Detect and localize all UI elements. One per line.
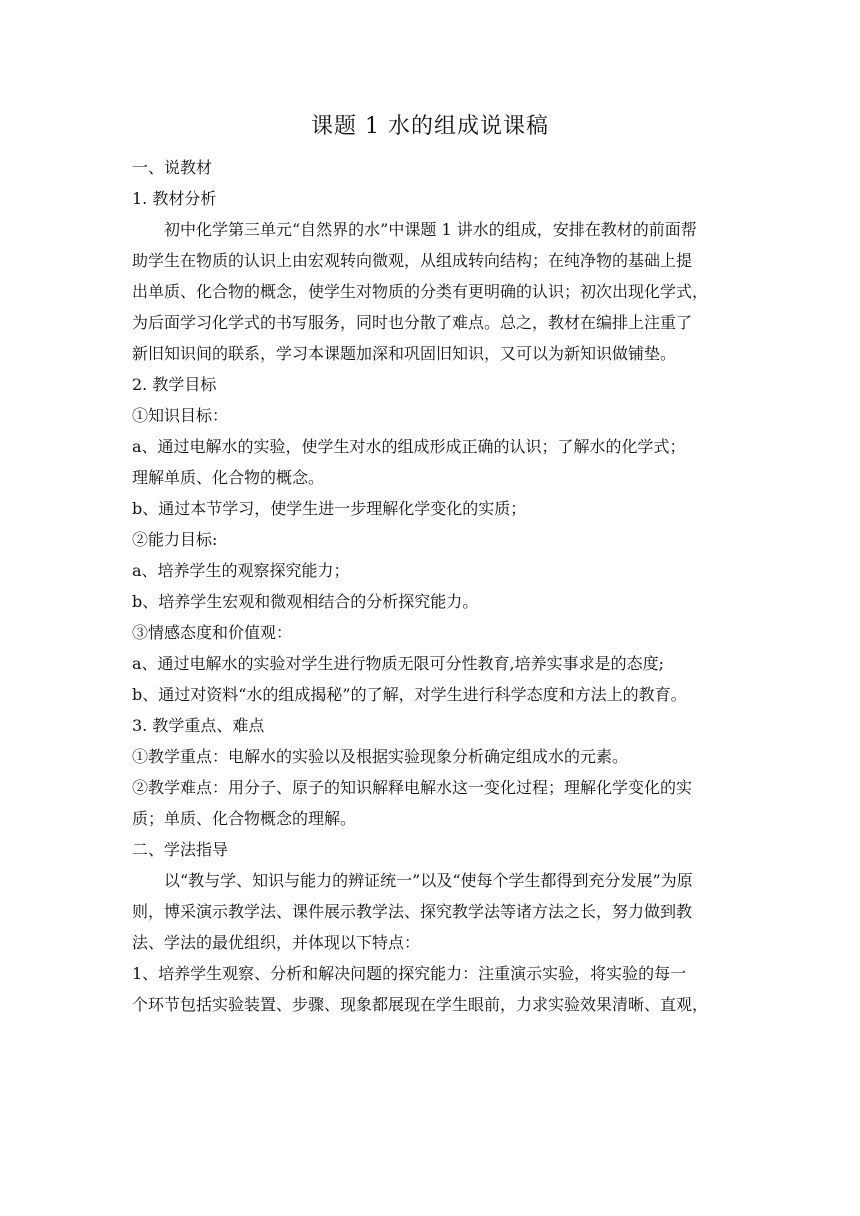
goal-heading: ①知识目标： <box>132 406 229 425</box>
paragraph-line: 助学生在物质的认识上由宏观转向微观，从组成转向结构；在纯净物的基础上提 <box>132 251 693 270</box>
goal-item: b、通过对资料“水的组成揭秘”的了解，对学生进行科学态度和方法上的教育。 <box>132 685 687 704</box>
goal-heading: ③情感态度和价值观： <box>132 623 293 642</box>
key-point: 质；单质、化合物概念的理解。 <box>132 809 357 828</box>
goal-item: 理解单质、化合物的概念。 <box>132 468 325 487</box>
goal-item: a、通过电解水的实验，使学生对水的组成形成正确的认识；了解水的化学式； <box>132 437 686 456</box>
subsection-heading: 3. 教学重点、难点 <box>132 716 265 735</box>
key-point: ②教学难点：用分子、原子的知识解释电解水这一变化过程；理解化学变化的实 <box>132 778 693 797</box>
goal-item: a、通过电解水的实验对学生进行物质无限可分性教育,培养实事求是的态度; <box>132 654 665 673</box>
key-point: ①教学重点：电解水的实验以及根据实验现象分析确定组成水的元素。 <box>132 747 629 766</box>
paragraph-line: 法、学法的最优组织，并体现以下特点： <box>132 933 421 952</box>
paragraph-line: 初中化学第三单元“自然界的水”中课题 1 讲水的组成，安排在教材的前面帮 <box>164 220 697 239</box>
feature-item: 个环节包括实验装置、步骤、现象都展现在学生眼前，力求实验效果清晰、直观， <box>132 995 709 1014</box>
paragraph-line: 以“教与学、知识与能力的辨证统一”以及“使每个学生都得到充分发展”为原 <box>164 871 693 890</box>
goal-item: a、培养学生的观察探究能力； <box>132 561 350 580</box>
goal-heading: ②能力目标: <box>132 530 218 549</box>
goal-item: b、通过本节学习，使学生进一步理解化学变化的实质； <box>132 499 527 518</box>
paragraph-line: 新旧知识间的联系，学习本课题加深和巩固旧知识，又可以为新知识做铺垫。 <box>132 344 677 363</box>
paragraph-line: 为后面学习化学式的书写服务，同时也分散了难点。总之，教材在编排上注重了 <box>132 313 693 332</box>
goal-item: b、培养学生宏观和微观相结合的分析探究能力。 <box>132 592 479 611</box>
subsection-heading: 1. 教材分析 <box>132 189 217 208</box>
paragraph-line: 则，博采演示教学法、课件展示教学法、探究教学法等诸方法之长，努力做到教 <box>132 902 693 921</box>
document-title: 课题 1 水的组成说课稿 <box>311 114 549 139</box>
section-heading: 二、学法指导 <box>132 840 229 859</box>
document-body <box>132 152 732 1020</box>
subsection-heading: 2. 教学目标 <box>132 375 217 394</box>
feature-item: 1、培养学生观察、分析和解决问题的探究能力：注重演示实验，将实验的每一 <box>132 964 687 983</box>
paragraph-line: 出单质、化合物的概念，使学生对物质的分类有更明确的认识；初次出现化学式， <box>132 282 709 301</box>
section-heading: 一、说教材 <box>132 158 213 177</box>
